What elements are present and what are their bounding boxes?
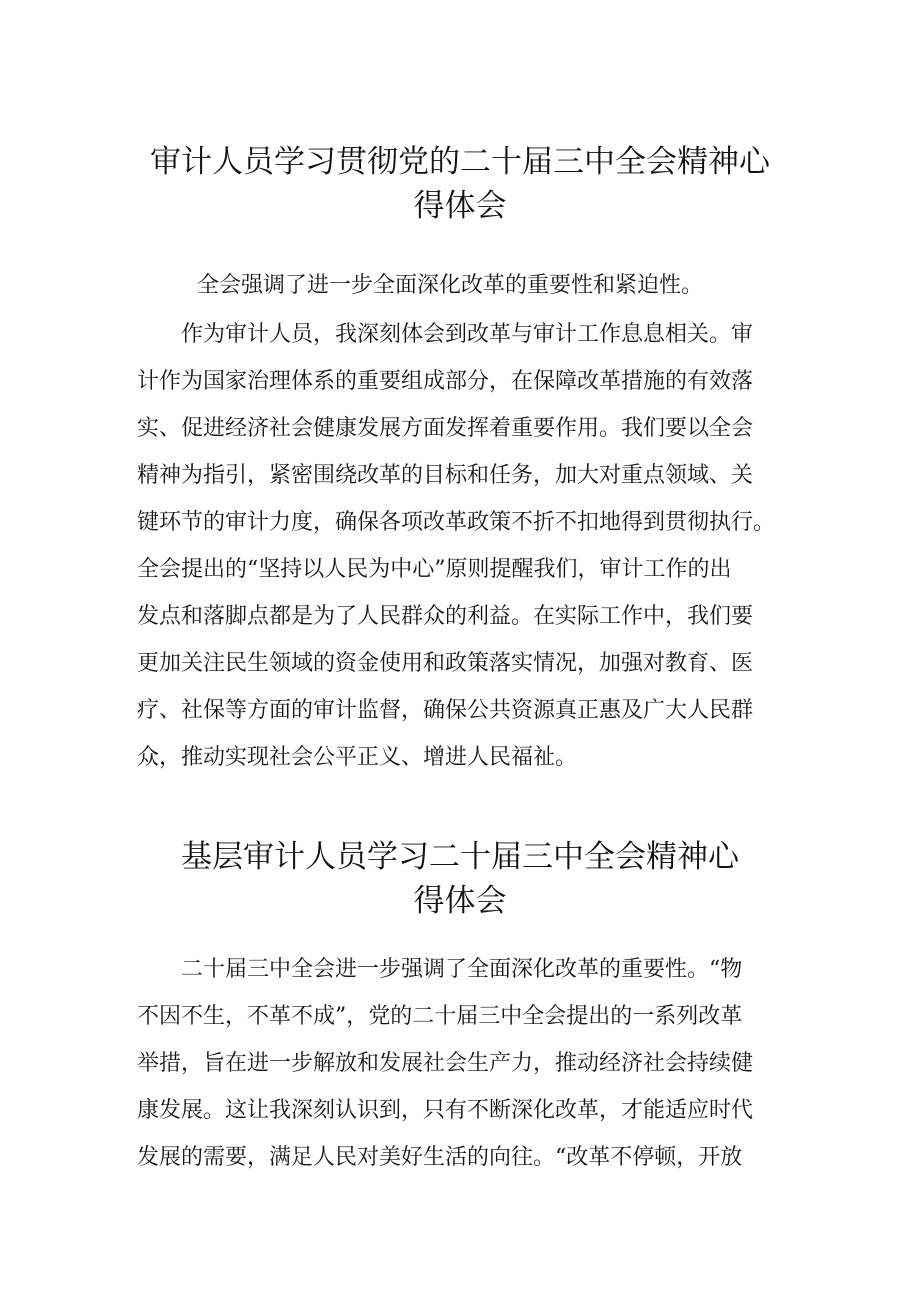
paragraph-line: 不因不生，不革不成”，党的二十届三中全会提出的一系列改革 [137,1004,743,1029]
section2-title-line: 得体会 [413,883,507,919]
section1-paragraph-2 [137,311,793,781]
paragraph-line: 更加关注民生领域的资金使用和政策落实情况，加强对教育、医 [137,651,754,676]
paragraph-line: 全会提出的“坚持以人民为中心”原则提醒我们，审计工作的出 [137,557,732,582]
paragraph-line: 作为审计人员，我深刻体会到改革与审计工作息息相关。审 [181,322,754,347]
section1-paragraph-1 [137,262,793,309]
paragraph-line: 众，推动实现社会公平正义、增进人民福祉。 [137,745,578,770]
paragraph-line: 举措，旨在进一步解放和发展社会生产力，推动经济社会持续健 [137,1051,754,1076]
section1-title-line: 得体会 [413,188,507,224]
section1-title [0,140,920,228]
paragraph-line: 全会强调了进一步全面深化改革的重要性和紧迫性。 [197,273,704,298]
paragraph-line: 发展的需要，满足人民对美好生活的向往。“改革不停顿，开放 [137,1145,743,1170]
paragraph-line: 实、促进经济社会健康发展方面发挥着重要作用。我们要以全会 [137,416,754,441]
paragraph-line: 康发展。这让我深刻认识到，只有不断深化改革，才能适应时代 [137,1098,754,1123]
paragraph-line: 计作为国家治理体系的重要组成部分，在保障改革措施的有效落 [137,369,754,394]
paragraph-line: 精神为指引，紧密围绕改革的目标和任务，加大对重点领域、关 [137,463,754,488]
paragraph-line: 二十届三中全会进一步强调了全面深化改革的重要性。“物 [181,957,743,982]
section2-title-line: 基层审计人员学习二十届三中全会精神心 [181,839,739,875]
paragraph-line: 疗、社保等方面的审计监督，确保公共资源真正惠及广大人民群 [137,698,754,723]
paragraph-line: 键环节的审计力度，确保各项改革政策不折不扣地得到贯彻执行。 [137,510,776,535]
section1-title-line: 审计人员学习贯彻党的二十届三中全会精神心 [150,144,770,180]
section2-title [0,835,920,923]
paragraph-line: 发点和落脚点都是为了人民群众的利益。在实际工作中，我们要 [137,604,754,629]
section2-paragraph-1 [137,946,793,1181]
